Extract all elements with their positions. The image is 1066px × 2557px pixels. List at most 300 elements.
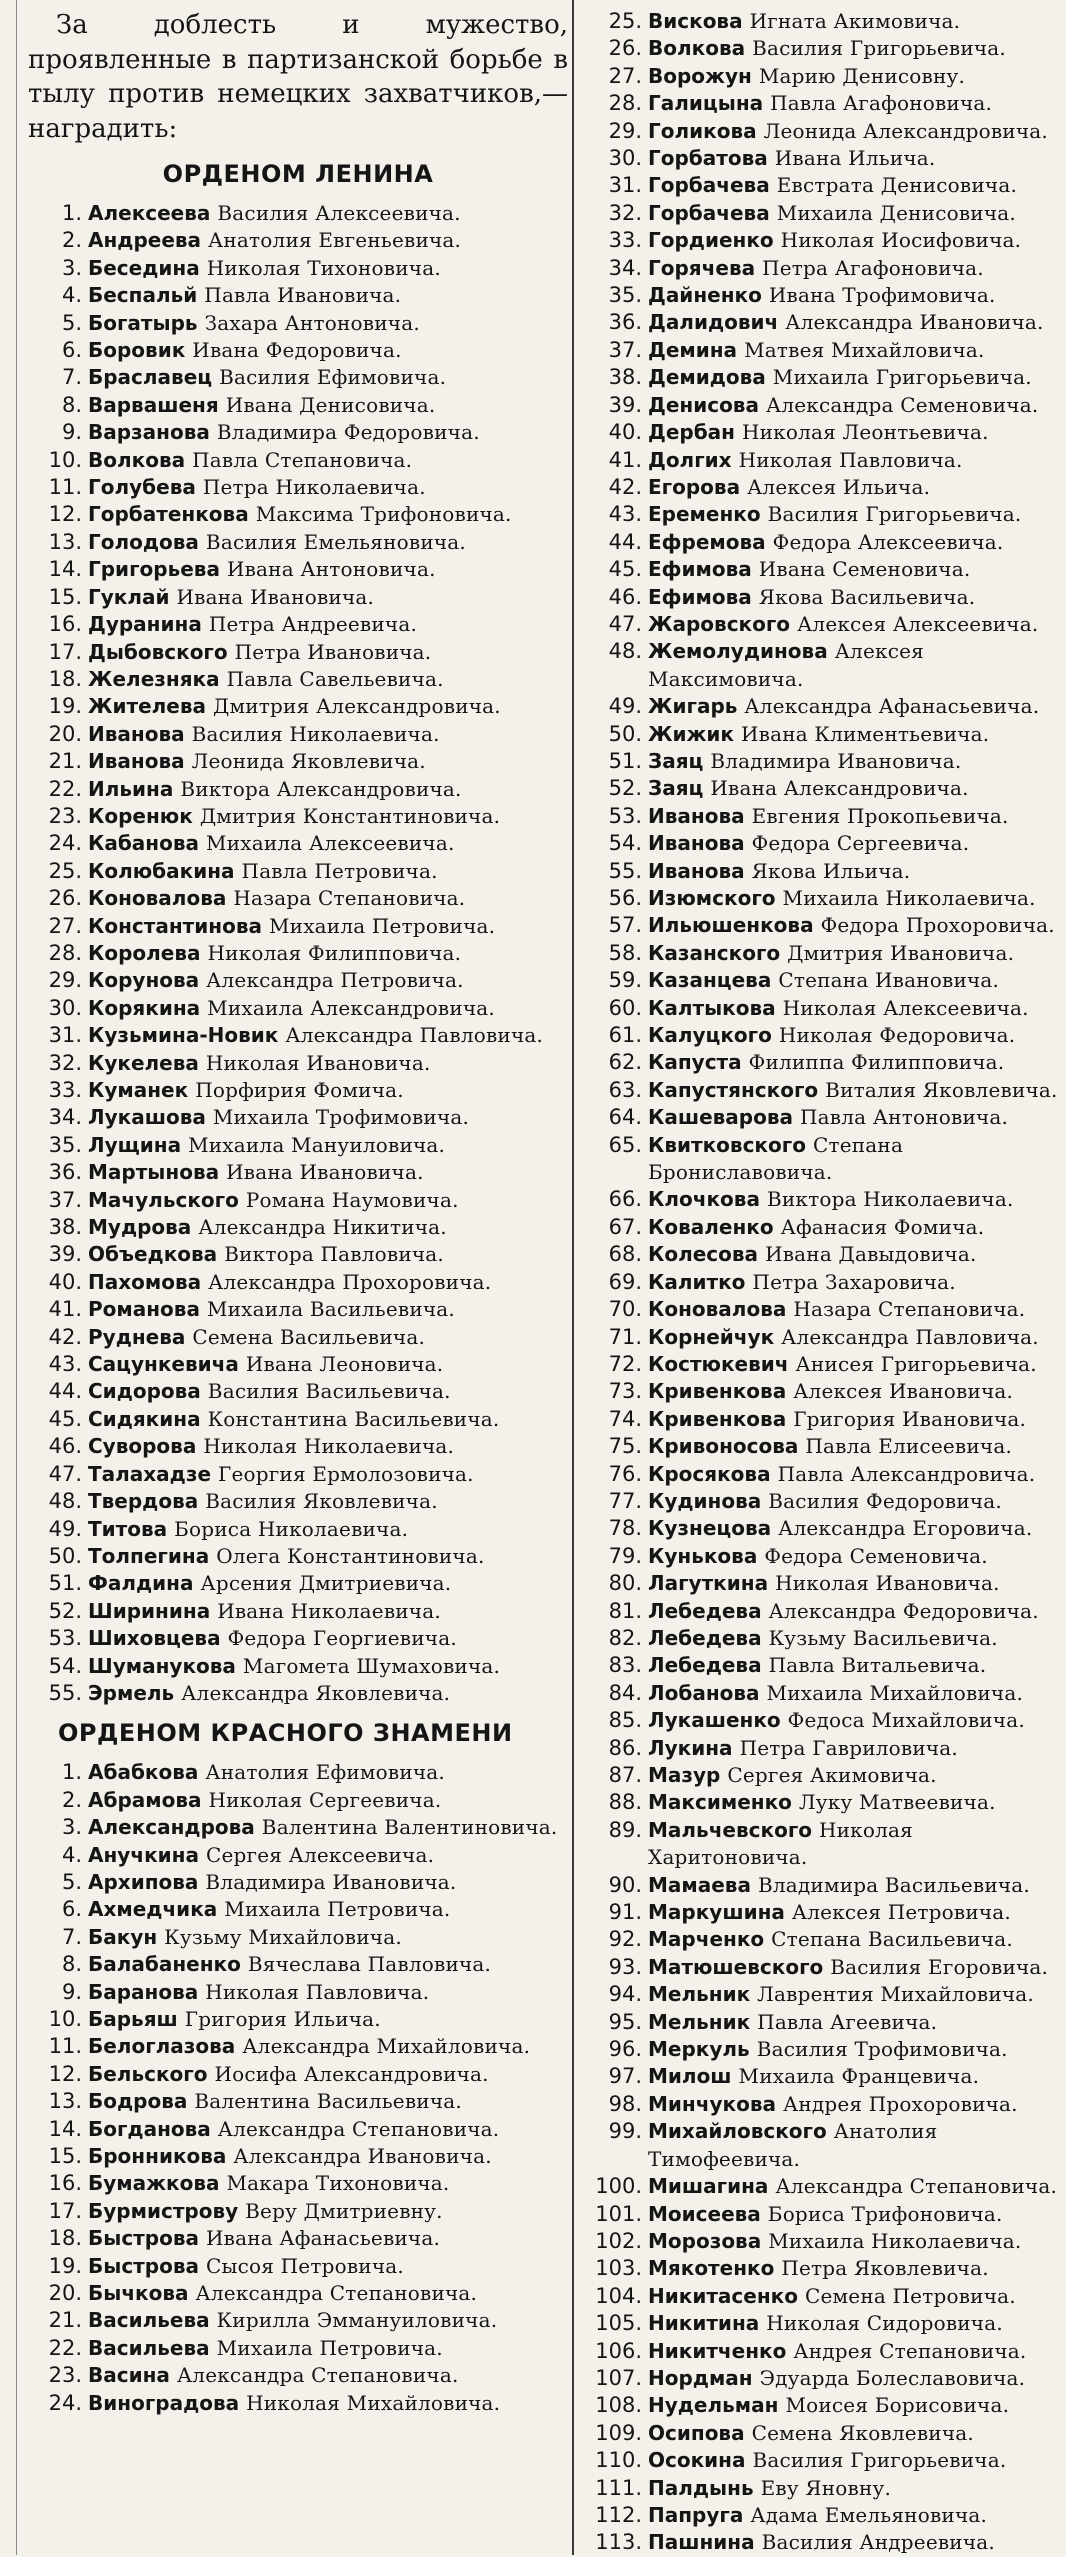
awardee-surname: Кросякова: [648, 1461, 771, 1486]
list-item: [582, 2173, 1062, 2200]
awardee-surname: Калитко: [648, 1269, 746, 1294]
item-number: 37.: [48, 1187, 82, 1212]
awardee-given-name: Павла Агафоновича.: [770, 91, 993, 116]
awardee-surname: Шуманукова: [88, 1653, 236, 1678]
awardee-given-name: Евстрата Денисовича.: [776, 173, 1018, 198]
item-number: 50.: [48, 1543, 82, 1568]
awardee-name: [648, 858, 1062, 885]
awardee-given-name: Павла Александровича.: [777, 1461, 1036, 1486]
awardee-name: [648, 1214, 1062, 1241]
item-number: 15.: [48, 2144, 82, 2169]
section-heading-order-of-red-banner: ОРДЕНОМ КРАСНОГО ЗНАМЕНИ: [58, 1719, 513, 1748]
awardee-name: [88, 2088, 568, 2115]
awardee-name: [88, 885, 568, 912]
awardee-surname: Михайловского: [648, 2119, 827, 2144]
awardee-surname: Меркуль: [648, 2037, 750, 2062]
awardee-surname: Дуранина: [88, 612, 202, 637]
item-number: 53.: [48, 1626, 82, 1651]
awardee-given-name: Кузьму Михайловича.: [164, 1924, 402, 1949]
item-number: 18.: [48, 666, 82, 691]
left-page-margin: [0, 0, 17, 2555]
item-number: 17.: [48, 2198, 82, 2223]
list-item: [582, 967, 1062, 994]
list-item: [582, 200, 1062, 227]
list-item: [582, 1872, 1062, 1899]
awardee-given-name: Василия Андреевича.: [761, 2530, 995, 2555]
item-number: 2.: [61, 1787, 82, 1812]
awardee-given-name: Алексея Петровича.: [791, 1900, 1011, 1925]
list-item: [582, 282, 1062, 309]
awardee-name: [648, 2475, 1062, 2502]
awardee-surname: Волкова: [88, 447, 186, 472]
awardee-surname: Абабкова: [88, 1760, 199, 1785]
awardee-surname: Осокина: [648, 2448, 746, 2473]
list-item: [28, 1077, 568, 1104]
awardee-given-name: Василия Григорьевича.: [752, 2448, 1007, 2473]
awardee-name: [88, 1814, 568, 1841]
awardee-surname: Романова: [88, 1297, 200, 1322]
awardee-name: [648, 2529, 1062, 2556]
list-item: [28, 1241, 568, 1268]
awardee-surname: Жемолудинова: [648, 639, 828, 664]
list-item: [28, 2033, 568, 2060]
item-number: 70.: [608, 1297, 642, 1322]
list-item: [28, 1759, 568, 1786]
awardee-given-name: Николая Ивановича.: [205, 1050, 431, 1075]
list-item: [28, 447, 568, 474]
awardee-name: [648, 1077, 1062, 1104]
awardee-surname: Кунькова: [648, 1543, 758, 1568]
awardee-given-name: Владимира Васильевича.: [757, 1872, 1030, 1897]
awardee-surname: Горячева: [648, 255, 756, 280]
awardee-name: [648, 227, 1062, 254]
awardee-given-name: Александра Степановича.: [217, 2116, 500, 2141]
item-number: 41.: [608, 447, 642, 472]
awardee-name: [648, 1488, 1062, 1515]
list-item: [582, 2365, 1062, 2392]
awardee-given-name: Якова Васильевича.: [758, 584, 976, 609]
awardee-name: [88, 1077, 568, 1104]
awardee-surname: Минчукова: [648, 2091, 776, 2116]
item-number: 42.: [48, 1324, 82, 1349]
awardee-surname: Мельник: [648, 1982, 751, 2007]
awardee-name: [648, 1406, 1062, 1433]
list-item: [582, 638, 1062, 693]
item-number: 34.: [48, 1105, 82, 1130]
awardee-surname: Ефимова: [648, 557, 752, 582]
awardee-surname: Коновалова: [648, 1297, 787, 1322]
awardee-given-name: Павла Савельевича.: [226, 666, 444, 691]
item-number: 2.: [61, 228, 82, 253]
awardee-name: [648, 501, 1062, 528]
awardee-surname: Иванова: [648, 831, 745, 856]
item-number: 84.: [608, 1680, 642, 1705]
item-number: 45.: [48, 1406, 82, 1431]
item-number: 35.: [608, 283, 642, 308]
awardee-name: [88, 1869, 568, 1896]
list-item: [582, 775, 1062, 802]
awardee-surname: Куманек: [88, 1078, 189, 1102]
list-item: [28, 1516, 568, 1543]
list-item: [582, 1461, 1062, 1488]
item-number: 98.: [608, 2091, 642, 2116]
list-item: [582, 255, 1062, 282]
awardee-given-name: Николая Сидоровича.: [766, 2311, 1003, 2336]
item-number: 37.: [608, 337, 642, 362]
awardee-name: [88, 447, 568, 474]
item-number: 8.: [61, 1952, 82, 1977]
list-item: [582, 1570, 1062, 1597]
awardee-given-name: Макара Тихоновича.: [226, 2171, 450, 2196]
awardee-name: [88, 2335, 568, 2362]
awardee-name: [648, 1351, 1062, 1378]
awardee-given-name: Ивана Ильича.: [774, 146, 936, 171]
awardee-given-name: Александра Ивановича.: [233, 2144, 492, 2169]
awardee-surname: Быстрова: [88, 2226, 199, 2251]
list-item: [28, 830, 568, 857]
awardee-name: [648, 2338, 1062, 2365]
item-number: 26.: [48, 886, 82, 911]
awardee-given-name: Кирилла Эммануиловича.: [216, 2308, 498, 2333]
item-number: 22.: [48, 776, 82, 801]
awardee-given-name: Николая Леонтьевича.: [741, 420, 989, 445]
list-item: [582, 501, 1062, 528]
awardee-surname: Демина: [648, 337, 738, 362]
awardee-name: [88, 1104, 568, 1131]
item-number: 17.: [48, 639, 82, 664]
list-item: [582, 529, 1062, 556]
awardee-surname: Лебедева: [648, 1653, 762, 1678]
item-number: 55.: [48, 1680, 82, 1705]
item-number: 32.: [48, 1050, 82, 1075]
awardee-surname: Никитченко: [648, 2338, 787, 2363]
list-item: [582, 940, 1062, 967]
awardee-given-name: Василия Григорьевича.: [767, 502, 1022, 527]
item-number: 27.: [48, 913, 82, 938]
awardee-surname: Голикова: [648, 118, 757, 143]
item-number: 69.: [608, 1269, 642, 1294]
list-item: [582, 2502, 1062, 2529]
item-number: 25.: [608, 9, 642, 33]
item-number: 47.: [608, 611, 642, 636]
list-item: [28, 858, 568, 885]
list-item: [582, 1515, 1062, 1542]
item-number: 109.: [595, 2420, 642, 2445]
awardee-name: [88, 639, 568, 666]
awardee-name: [648, 1132, 1062, 1187]
item-number: 21.: [48, 2308, 82, 2333]
awardee-surname: Алексеева: [88, 201, 211, 225]
list-item: [28, 1814, 568, 1841]
list-item: [582, 2228, 1062, 2255]
item-number: 55.: [608, 858, 642, 883]
list-item: [582, 2338, 1062, 2365]
awardee-name: [648, 775, 1062, 802]
awardee-given-name: Порфирия Фомича.: [195, 1078, 404, 1102]
awardee-given-name: Александра Павловича.: [285, 1023, 544, 1048]
awardee-given-name: Семена Петровича.: [804, 2283, 1016, 2308]
awardee-name: [648, 90, 1062, 117]
awardee-given-name: Николая Николаевича.: [203, 1434, 455, 1459]
item-number: 38.: [48, 1215, 82, 1240]
awardee-given-name: Василия Васильевича.: [207, 1379, 451, 1404]
awardee-surname: Колюбакина: [88, 858, 235, 883]
item-number: 31.: [48, 1023, 82, 1048]
item-number: 10.: [48, 447, 82, 472]
awardee-surname: Мачульского: [88, 1187, 239, 1212]
awardee-given-name: Николая Алексеевича.: [782, 995, 1029, 1020]
awardee-name: [88, 2170, 568, 2197]
item-number: 96.: [608, 2037, 642, 2062]
awardee-name: [648, 830, 1062, 857]
awardee-name: [648, 2036, 1062, 2063]
awardee-surname: Изюмского: [648, 886, 776, 910]
awardee-surname: Мякотенко: [648, 2256, 775, 2281]
awardee-name: [88, 2390, 568, 2417]
item-number: 90.: [608, 1872, 642, 1897]
awardee-given-name: Михаила Александровича.: [207, 995, 495, 1020]
awardee-surname: Голубева: [88, 475, 196, 500]
awardee-given-name: Александра Степановича.: [775, 2174, 1058, 2199]
list-item: [582, 90, 1062, 117]
awardee-given-name: Кузьму Васильевича.: [768, 1625, 998, 1650]
item-number: 100.: [595, 2174, 642, 2199]
item-number: 46.: [608, 584, 642, 609]
awardee-given-name: Сысоя Петровича.: [206, 2253, 404, 2278]
awardee-surname: Кашеварова: [648, 1105, 794, 1130]
item-number: 11.: [48, 475, 82, 500]
list-item: [28, 967, 568, 994]
awardee-given-name: Ивана Антоновича.: [226, 557, 436, 582]
list-item: [582, 172, 1062, 199]
awardee-given-name: Александра Петровича.: [206, 968, 464, 993]
list-item: [28, 2088, 568, 2115]
awardee-given-name: Веру Дмитриевну.: [245, 2198, 443, 2223]
awardee-given-name: Федоса Михайловича.: [787, 1708, 1025, 1733]
awardee-given-name: Павла Витальевича.: [768, 1653, 987, 1678]
awardee-given-name: Ивана Афанасьевича.: [206, 2226, 441, 2251]
item-number: 68.: [608, 1242, 642, 1267]
list-item: [28, 2143, 568, 2170]
awardee-surname: Горбатова: [648, 146, 768, 171]
item-number: 41.: [48, 1297, 82, 1322]
awardee-name: [648, 2283, 1062, 2310]
awardee-surname: Шиховцева: [88, 1626, 221, 1651]
item-number: 30.: [48, 995, 82, 1020]
awardee-name: [648, 1652, 1062, 1679]
list-item: [582, 1762, 1062, 1789]
list-item: [28, 1187, 568, 1214]
awardee-given-name: Владимира Ивановича.: [710, 748, 962, 773]
awardee-name: [648, 1186, 1062, 1213]
awardee-name: [88, 1488, 568, 1515]
awardee-name: [648, 693, 1062, 720]
awardee-given-name: Александра Семеновича.: [765, 392, 1039, 417]
awardee-given-name: Николая Федоровича.: [778, 1023, 1016, 1048]
awardee-surname: Матюшевского: [648, 1954, 824, 1979]
list-item: [582, 1378, 1062, 1405]
awardee-surname: Жаровского: [648, 611, 791, 636]
awardee-given-name: Михаила Петровича.: [216, 2335, 443, 2360]
item-number: 46.: [48, 1434, 82, 1459]
awardee-surname: Ширинина: [88, 1598, 211, 1623]
awardee-surname: Объедкова: [88, 1242, 218, 1267]
list-item: [582, 748, 1062, 775]
item-number: 39.: [608, 392, 642, 417]
awardee-name: [648, 1433, 1062, 1460]
item-number: 14.: [48, 557, 82, 582]
item-number: 38.: [608, 365, 642, 390]
awardee-name: [88, 1787, 568, 1814]
awardee-surname: Ахмедчика: [88, 1897, 218, 1922]
item-number: 81.: [608, 1598, 642, 1623]
awardee-given-name: Павла Антоновича.: [800, 1105, 1009, 1130]
item-number: 93.: [608, 1954, 642, 1979]
list-item: [28, 1570, 568, 1597]
list-item: [582, 611, 1062, 638]
awardee-given-name: Федора Семеновича.: [764, 1543, 988, 1568]
list-item: [582, 2036, 1062, 2063]
awardee-name: [648, 2310, 1062, 2337]
awardee-surname: Браславец: [88, 365, 213, 390]
awardee-given-name: Александра Афанасьевича.: [744, 694, 1040, 719]
awardee-given-name: Николая Павловича.: [738, 447, 963, 472]
awardee-surname: Дайненко: [648, 283, 762, 308]
list-item: [28, 721, 568, 748]
awardee-name: [648, 337, 1062, 364]
item-number: 58.: [608, 940, 642, 965]
awardee-surname: Далидович: [648, 310, 779, 335]
awardee-name: [648, 118, 1062, 145]
awardee-given-name: Магомета Шумаховича.: [242, 1653, 501, 1678]
list-item: [28, 1653, 568, 1680]
awardee-name: [648, 1324, 1062, 1351]
list-item: [28, 2225, 568, 2252]
item-number: 80.: [608, 1571, 642, 1596]
awardee-surname: Заяц: [648, 748, 704, 773]
awardee-given-name: Александра Федоровича.: [768, 1598, 1039, 1623]
awardee-given-name: Назара Степановича.: [233, 886, 466, 911]
awardee-given-name: Василия Емельяновича.: [205, 529, 466, 554]
item-number: 44.: [48, 1379, 82, 1404]
item-number: 54.: [608, 831, 642, 856]
awardee-surname: Осипова: [648, 2420, 745, 2445]
item-number: 20.: [48, 2281, 82, 2306]
awardee-surname: Васильева: [88, 2308, 210, 2333]
awardee-given-name: Иосифа Александровича.: [214, 2061, 489, 2086]
item-number: 29.: [48, 968, 82, 993]
awardee-name: [648, 967, 1062, 994]
list-item: [582, 1104, 1062, 1131]
list-item: [28, 1488, 568, 1515]
list-item: [28, 1324, 568, 1351]
item-number: 7.: [61, 365, 82, 390]
list-item: [582, 1817, 1062, 1872]
list-item: [28, 1461, 568, 1488]
item-number: 43.: [48, 1352, 82, 1377]
list-item: [28, 1132, 568, 1159]
list-item: [582, 995, 1062, 1022]
item-number: 6.: [61, 1897, 82, 1922]
item-number: 103.: [595, 2256, 642, 2281]
item-number: 1.: [61, 1760, 82, 1785]
list-item: [582, 309, 1062, 336]
awardee-surname: Лущина: [88, 1132, 182, 1157]
item-number: 72.: [608, 1351, 642, 1376]
awardee-surname: Кривоносова: [648, 1434, 799, 1459]
list-item: [582, 2310, 1062, 2337]
awardee-surname: Маркушина: [648, 1900, 785, 1925]
list-item: [28, 1598, 568, 1625]
awardee-name: [88, 2307, 568, 2334]
item-number: 40.: [608, 420, 642, 445]
list-item: [28, 940, 568, 967]
item-number: 107.: [595, 2365, 642, 2390]
awardee-surname: Никитасенко: [648, 2283, 798, 2308]
awardee-surname: Мазур: [648, 1763, 721, 1787]
list-item: [28, 995, 568, 1022]
awardee-surname: Королева: [88, 940, 201, 965]
list-item: [28, 2335, 568, 2362]
awardee-given-name: Ивана Леоновича.: [245, 1352, 444, 1377]
list-item: [582, 145, 1062, 172]
list-item: [28, 1214, 568, 1241]
awardee-surname: Васина: [88, 2363, 170, 2388]
item-number: 71.: [608, 1324, 642, 1349]
list-item: [582, 227, 1062, 254]
awardee-name: [648, 1981, 1062, 2008]
list-item: [582, 721, 1062, 748]
awardee-given-name: Лаврентия Михайловича.: [757, 1982, 1034, 2007]
awardee-surname: Андреева: [88, 228, 202, 253]
awardee-name: [648, 392, 1062, 419]
awardee-given-name: Ивана Ивановича.: [226, 1160, 424, 1185]
awardee-name: [648, 1789, 1062, 1816]
awardee-given-name: Федора Сергеевича.: [751, 831, 970, 856]
list-item: [582, 2529, 1062, 2556]
awardee-given-name: Василия Николаевича.: [191, 721, 440, 746]
item-number: 61.: [608, 1023, 642, 1048]
item-number: 24.: [48, 2390, 82, 2415]
awardee-surname: Беспальй: [88, 283, 198, 308]
awardee-name: [648, 1899, 1062, 1926]
item-number: 22.: [48, 2335, 82, 2360]
awardee-given-name: Петра Ивановича.: [234, 639, 432, 664]
item-number: 89.: [608, 1817, 642, 1842]
awardee-name: [648, 2447, 1062, 2474]
item-number: 97.: [608, 2064, 642, 2089]
awardee-surname: Эрмель: [88, 1680, 175, 1705]
item-number: 9.: [61, 420, 82, 445]
awardee-surname: Максименко: [648, 1790, 792, 1815]
awardee-surname: Лукашова: [88, 1105, 206, 1130]
awardee-given-name: Олега Константиновича.: [216, 1543, 485, 1568]
list-item: [582, 337, 1062, 364]
awardee-given-name: Афанасия Фомича.: [780, 1214, 985, 1239]
awardee-name: [88, 310, 568, 337]
awardee-surname: Гордиенко: [648, 228, 774, 253]
awardee-surname: Еременко: [648, 502, 761, 527]
list-item: [28, 2006, 568, 2033]
awardee-given-name: Моисея Борисовича.: [785, 2393, 1010, 2418]
awardee-given-name: Марию Денисовну.: [758, 63, 966, 88]
awardee-surname: Лукашенко: [648, 1708, 781, 1733]
awardee-name: [648, 2173, 1062, 2200]
awardee-given-name: Николая Филипповича.: [207, 940, 462, 965]
awardee-surname: Палдынь: [648, 2475, 754, 2500]
list-item: [28, 1842, 568, 1869]
awardee-name: [648, 803, 1062, 830]
